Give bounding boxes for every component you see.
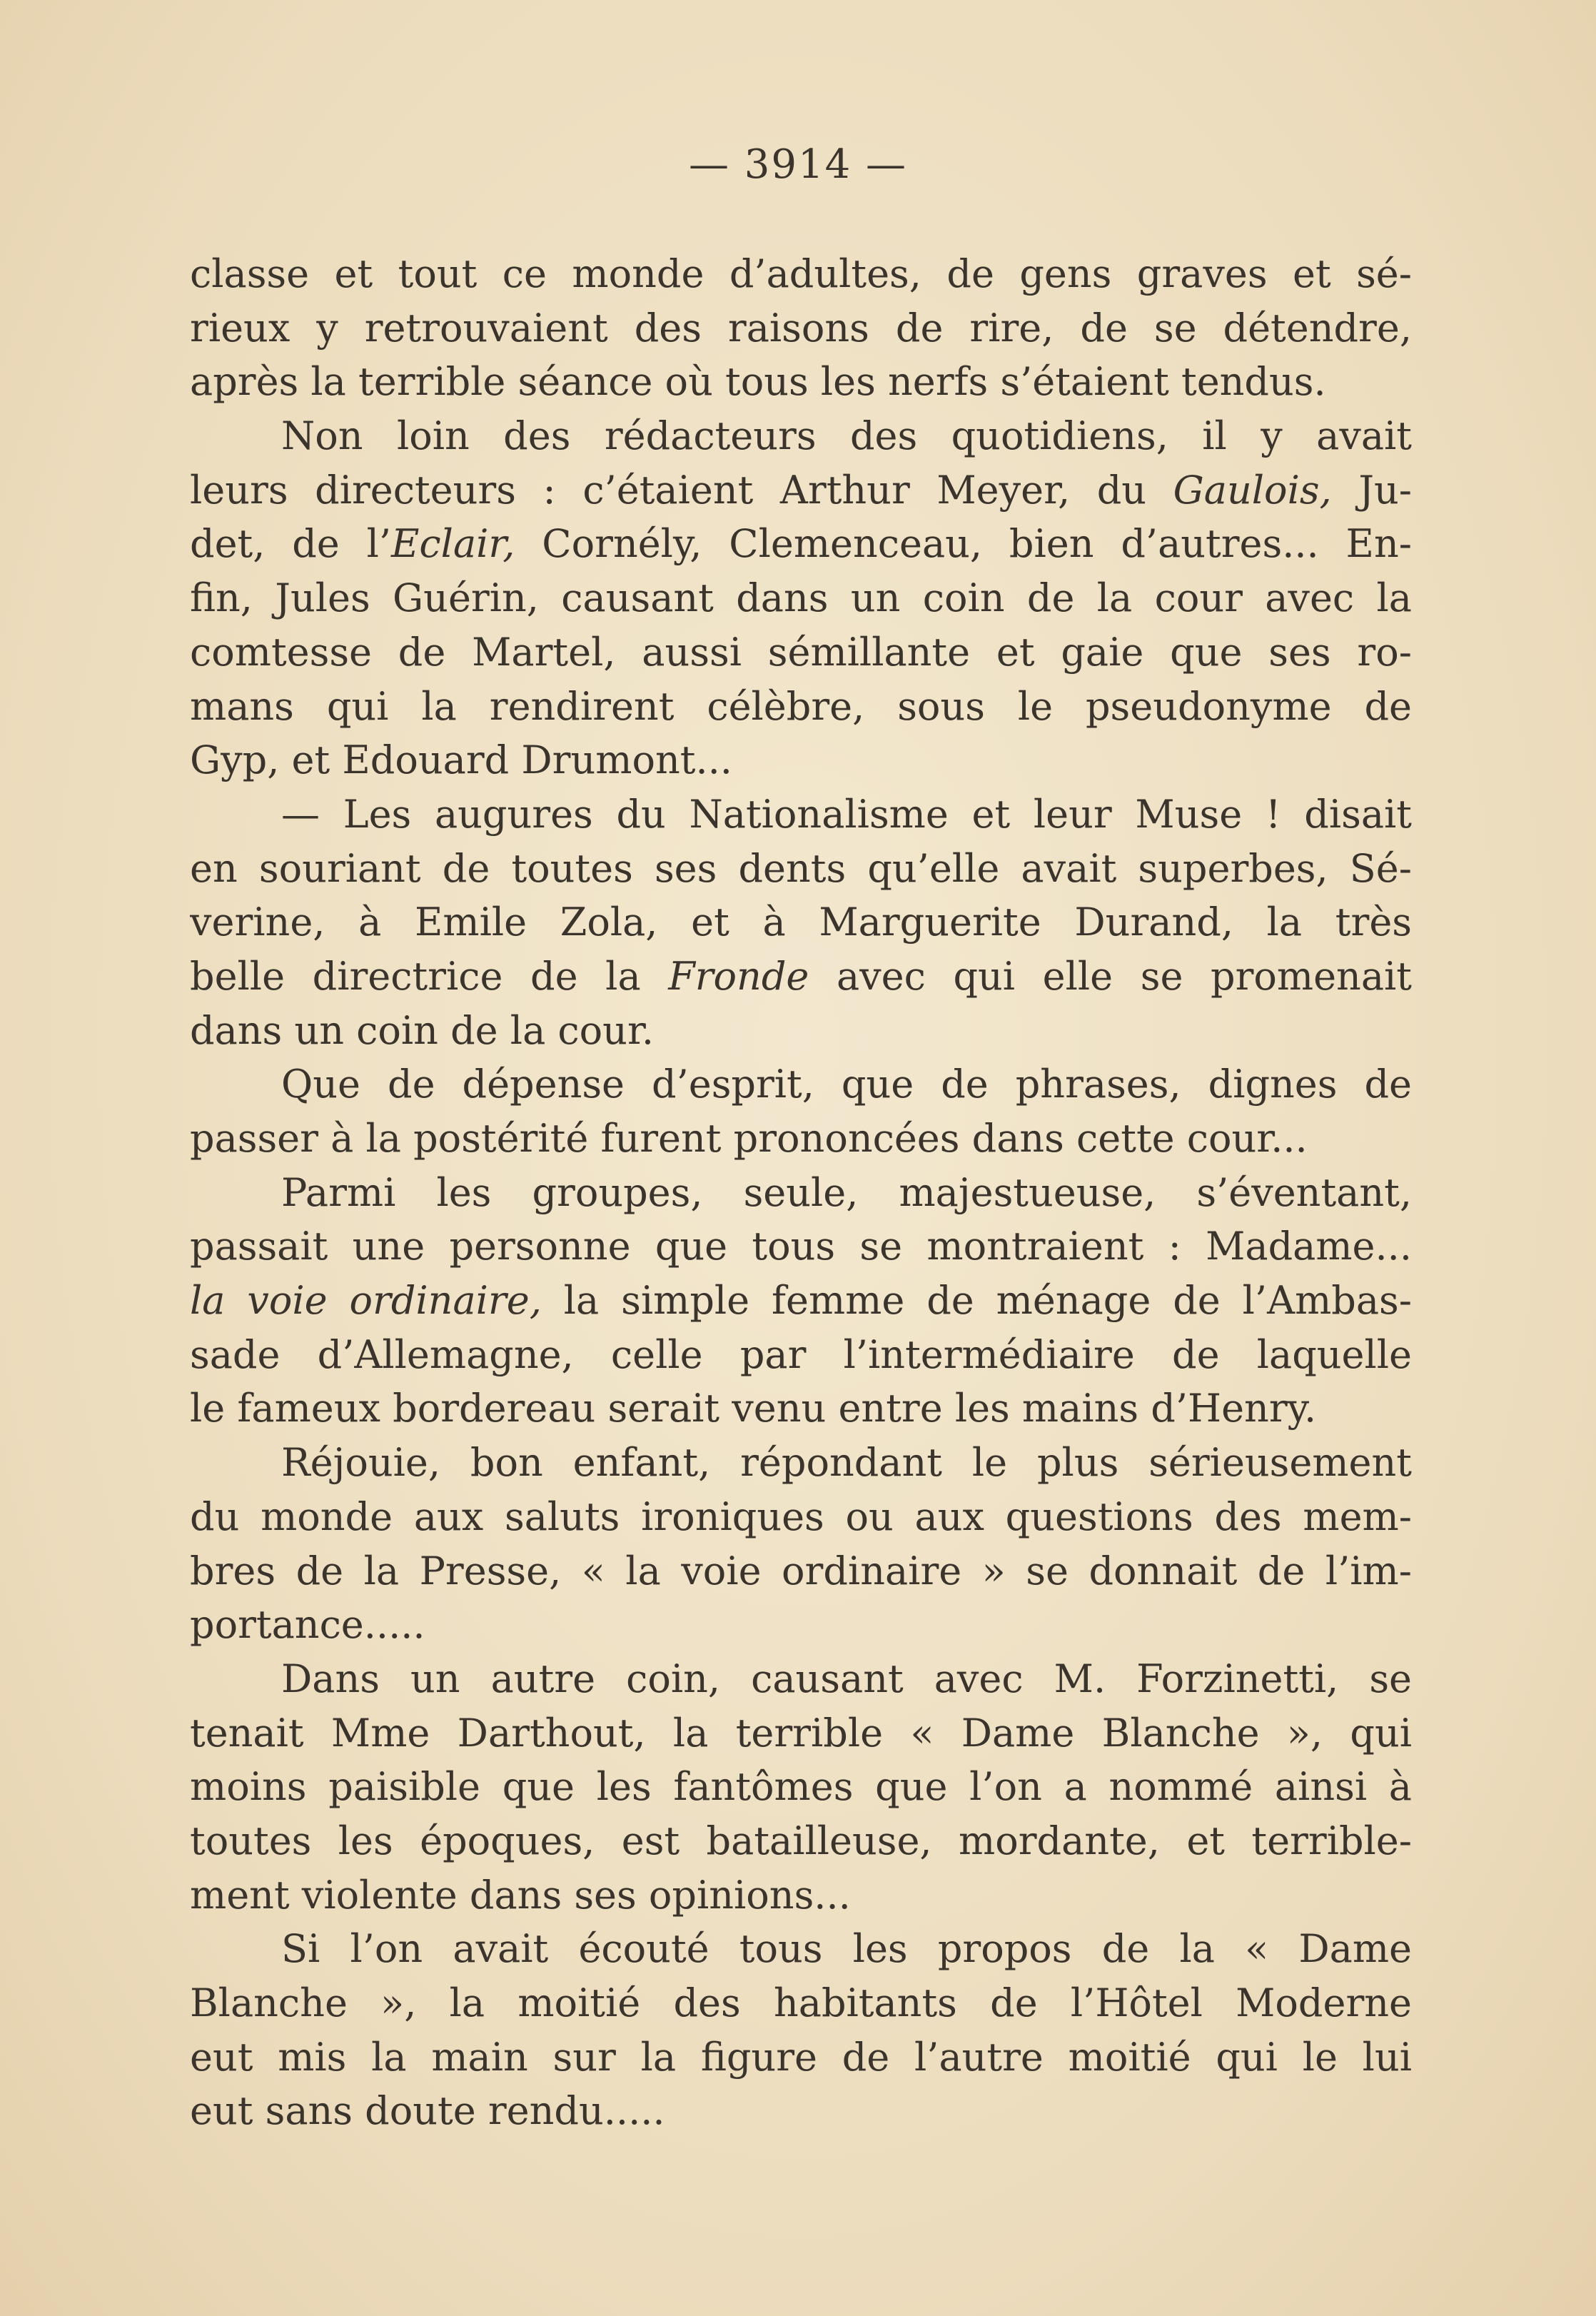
text-line: passer à la postérité furent prononcées dans cette cour... <box>190 1116 1308 1161</box>
text-line: Blanche », la moitié des habitants de l’Hôtel Moderne <box>190 1980 1412 2025</box>
text-line: la voie ordinaire, la simple femme de ménage de l’Ambas- <box>190 1278 1412 1324</box>
newspaper-title: Eclair, <box>391 521 515 567</box>
italic-phrase: la voie ordinaire, <box>190 1278 542 1324</box>
text-line: en souriant de toutes ses dents qu’elle avait superbes, Sé- <box>190 845 1412 891</box>
text-line: fin, Jules Guérin, causant dans un coin de la cour avec la <box>190 575 1412 621</box>
text-line: mans qui la rendirent célèbre, sous le pseudonyme de <box>190 683 1412 729</box>
text-line: sade d’Allemagne, celle par l’intermédiaire de laquelle <box>190 1331 1412 1377</box>
text-line: du monde aux saluts ironiques ou aux questions des mem- <box>190 1494 1412 1539</box>
text-line: bres de la Presse, « la voie ordinaire » se donnait de l’im- <box>190 1548 1412 1593</box>
text-line: belle directrice de la Fronde avec qui elle se promenait <box>190 953 1412 999</box>
text-line: après la terrible séance où tous les nerfs s’étaient tendus. <box>190 359 1326 405</box>
text-line: verine, à Emile Zola, et à Marguerite Durand, la très <box>190 900 1412 945</box>
text-line: le fameux bordereau serait venu entre les mains d’Henry. <box>190 1386 1317 1431</box>
text-line: comtesse de Martel, aussi sémillante et gaie que ses ro- <box>190 629 1412 675</box>
body-text <box>190 247 1412 2138</box>
text-line: Non loin des rédacteurs des quotidiens, il y avait <box>281 413 1412 459</box>
text-line: passait une personne que tous se montraient : Madame... <box>190 1224 1412 1269</box>
text-line: Parmi les groupes, seule, majestueuse, s’éventant, <box>281 1169 1412 1215</box>
text-line: eut sans doute rendu..... <box>190 2088 665 2134</box>
text-line: Dans un autre coin, causant avec M. Forzinetti, se <box>281 1656 1412 1701</box>
text-line: Si l’on avait écouté tous les propos de la « Dame <box>281 1926 1412 1972</box>
page-number: — 3914 — <box>688 141 908 188</box>
text-line: moins paisible que les fantômes que l’on a nommé ainsi à <box>190 1764 1412 1810</box>
text-line: leurs directeurs : c’étaient Arthur Meyer, du Gaulois, Ju- <box>190 467 1412 513</box>
text-line: ment violente dans ses opinions... <box>190 1872 851 1918</box>
text-line: — Les augures du Nationalisme et leur Muse ! disait <box>281 791 1412 837</box>
text-line: tenait Mme Darthout, la terrible « Dame Blanche », qui <box>190 1710 1412 1756</box>
text-line: toutes les époques, est batailleuse, mordante, et terrible- <box>190 1818 1412 1863</box>
text-line: eut mis la main sur la figure de l’autre moitié qui le lui <box>190 2034 1412 2080</box>
text-line: det, de l’Eclair, Cornély, Clemenceau, bien d’autres... En- <box>190 521 1412 567</box>
text-line: Que de dépense d’esprit, que de phrases, dignes de <box>281 1062 1412 1107</box>
text-line: dans un coin de la cour. <box>190 1007 655 1053</box>
text-line: Réjouie, bon enfant, répondant le plus sérieusement <box>281 1440 1412 1486</box>
text-line: classe et tout ce monde d’adultes, de gens graves et sé- <box>190 251 1412 296</box>
text-line: portance..... <box>190 1602 425 1648</box>
text-line: rieux y retrouvaient des raisons de rire, de se détendre, <box>190 305 1412 351</box>
text-line: Gyp, et Edouard Drumont... <box>190 737 732 783</box>
newspaper-title: Gaulois, <box>1173 467 1332 513</box>
newspaper-title: Fronde <box>668 953 809 999</box>
